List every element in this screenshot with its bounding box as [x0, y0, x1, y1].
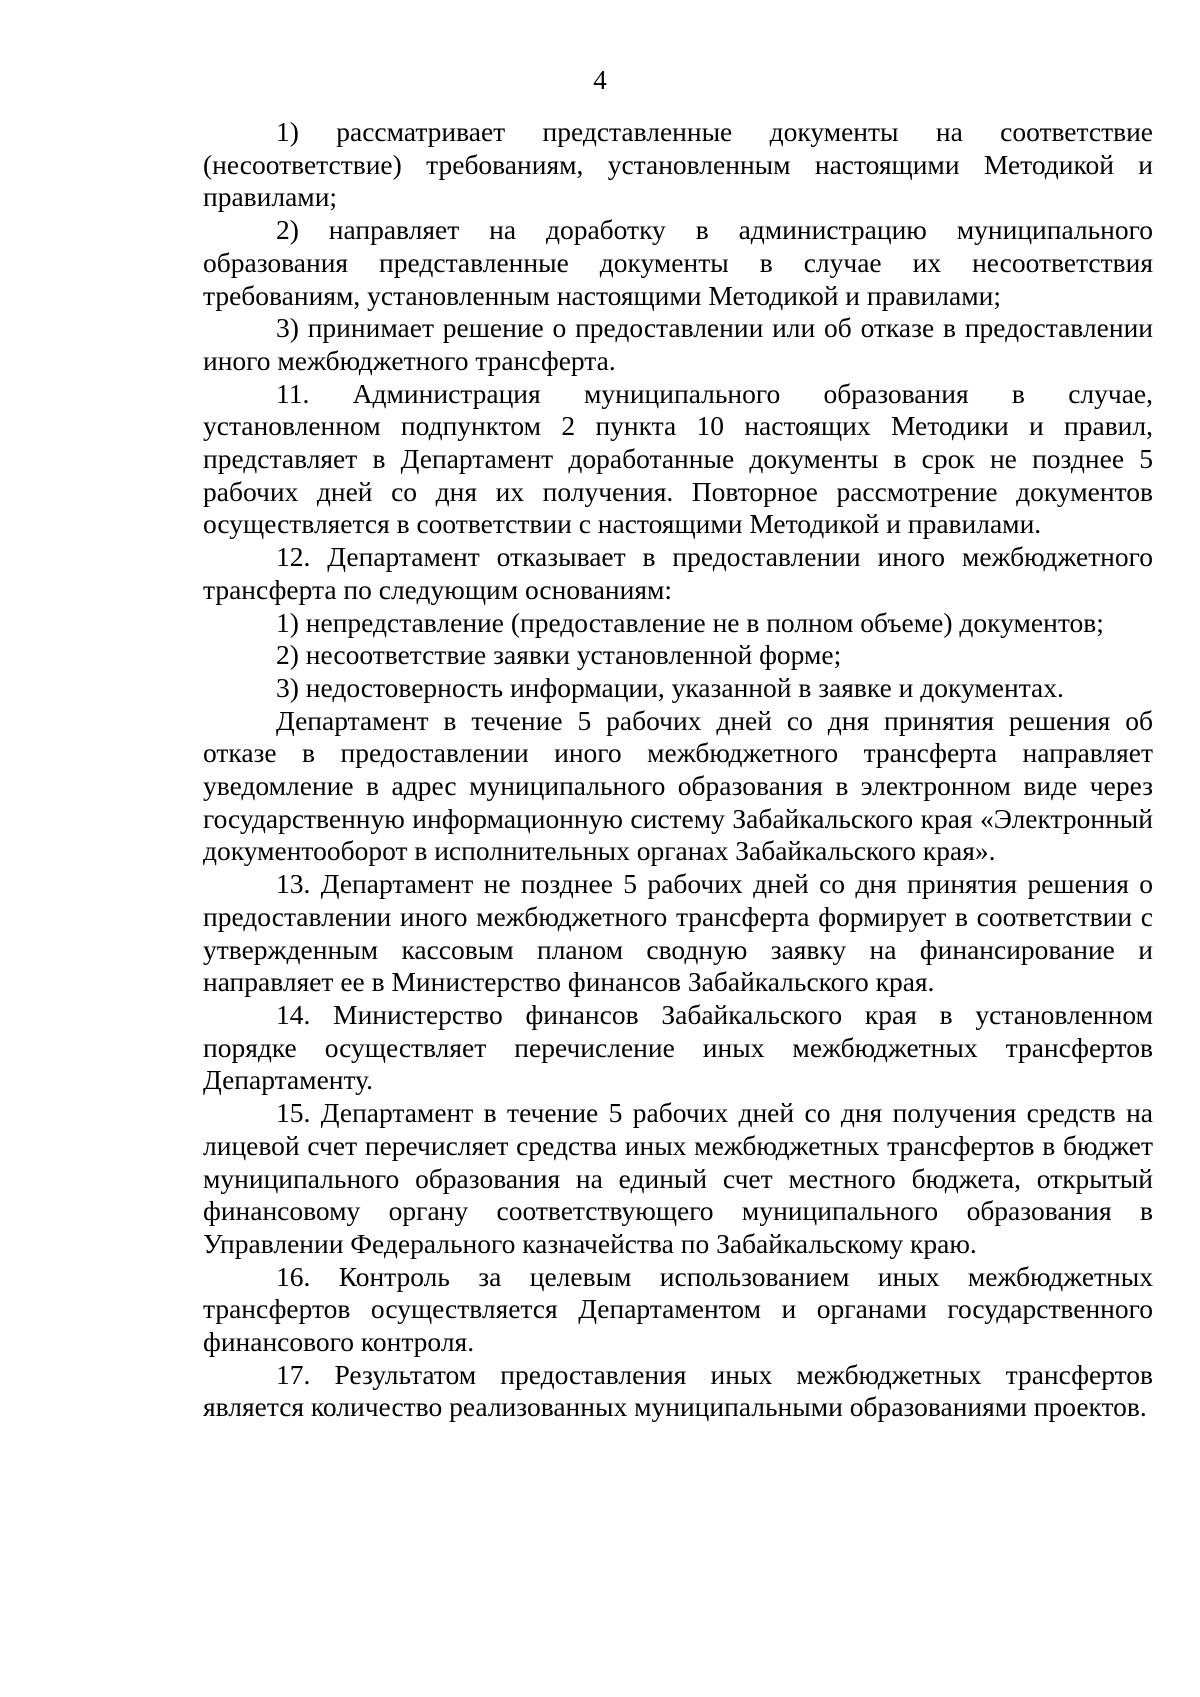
paragraph-clause-12: 12. Департамент отказывает в предоставлении иного межбюджетного трансферта по следующим основаниям: [203, 541, 1153, 605]
page-number: 4 [593, 65, 607, 95]
paragraph-refusal-notice: Департамент в течение 5 рабочих дней со дня принятия решения об отказе в предоставлении иного межбюджетного трансферта направляет уведомление в адрес муниципального образования в электронном виде через государственную информационную систему Забайкальского края «Электронный документооборот в исполнительных органах Забайкальского края». [203, 704, 1153, 867]
paragraph-clause-14: 14. Министерство финансов Забайкальского края в установленном порядке осуществляет перечисление иных межбюджетных трансфертов Департаменту. [203, 998, 1153, 1096]
paragraph-item-1: 1) рассматривает представленные документы на соответствие (несоответствие) требованиям, установленным настоящими Методикой и правилами; [203, 116, 1153, 213]
paragraph-clause-15: 15. Департамент в течение 5 рабочих дней со дня получения средств на лицевой счет перечисляет средства иных межбюджетных трансфертов в бюджет муниципального образования на единый счет местного бюджета, открытый финансовому органу соответствующего муниципального образования в Управлении Федерального казначейства по Забайкальскому краю. [203, 1097, 1153, 1259]
paragraph-item-3: 3) принимает решение о предоставлении или об отказе в предоставлении иного межбюджетного трансферта. [203, 312, 1153, 376]
paragraph-clause-16: 16. Контроль за целевым использованием иных межбюджетных трансфертов осуществляется Департаментом и органами государственного финансового контроля. [203, 1260, 1153, 1358]
paragraph-clause-17: 17. Результатом предоставления иных межбюджетных трансфертов является количество реализованных муниципальными образованиями проектов. [203, 1358, 1153, 1423]
paragraph-ground-2: 2) несоответствие заявки установленной форме; [276, 639, 842, 671]
paragraph-item-2: 2) направляет на доработку в администрацию муниципального образования представленные документы в случае их несоответствия требованиям, установленным настоящими Методикой и правилами; [203, 214, 1153, 311]
paragraph-clause-13: 13. Департамент не позднее 5 рабочих дней со дня принятия решения о предоставлении иного межбюджетного трансферта формирует в соответствии с утвержденным кассовым планом сводную заявку на финансирование и направляет ее в Министерство финансов Забайкальского края. [203, 868, 1153, 998]
paragraph-clause-11: 11. Администрация муниципального образования в случае, установленном подпунктом 2 пункта 10 настоящих Методики и правил, представляет в Департамент доработанные документы в срок не позднее 5 рабочих дней со дня их получения. Повторное рассмотрение документов осуществляется в соответствии с настоящими Методикой и правилами. [203, 377, 1153, 540]
paragraph-ground-3: 3) недостоверность информации, указанной в заявке и документах. [276, 671, 1064, 703]
paragraph-ground-1: 1) непредставление (предоставление не в полном объеме) документов; [276, 606, 1104, 638]
document-body [203, 116, 1153, 1424]
